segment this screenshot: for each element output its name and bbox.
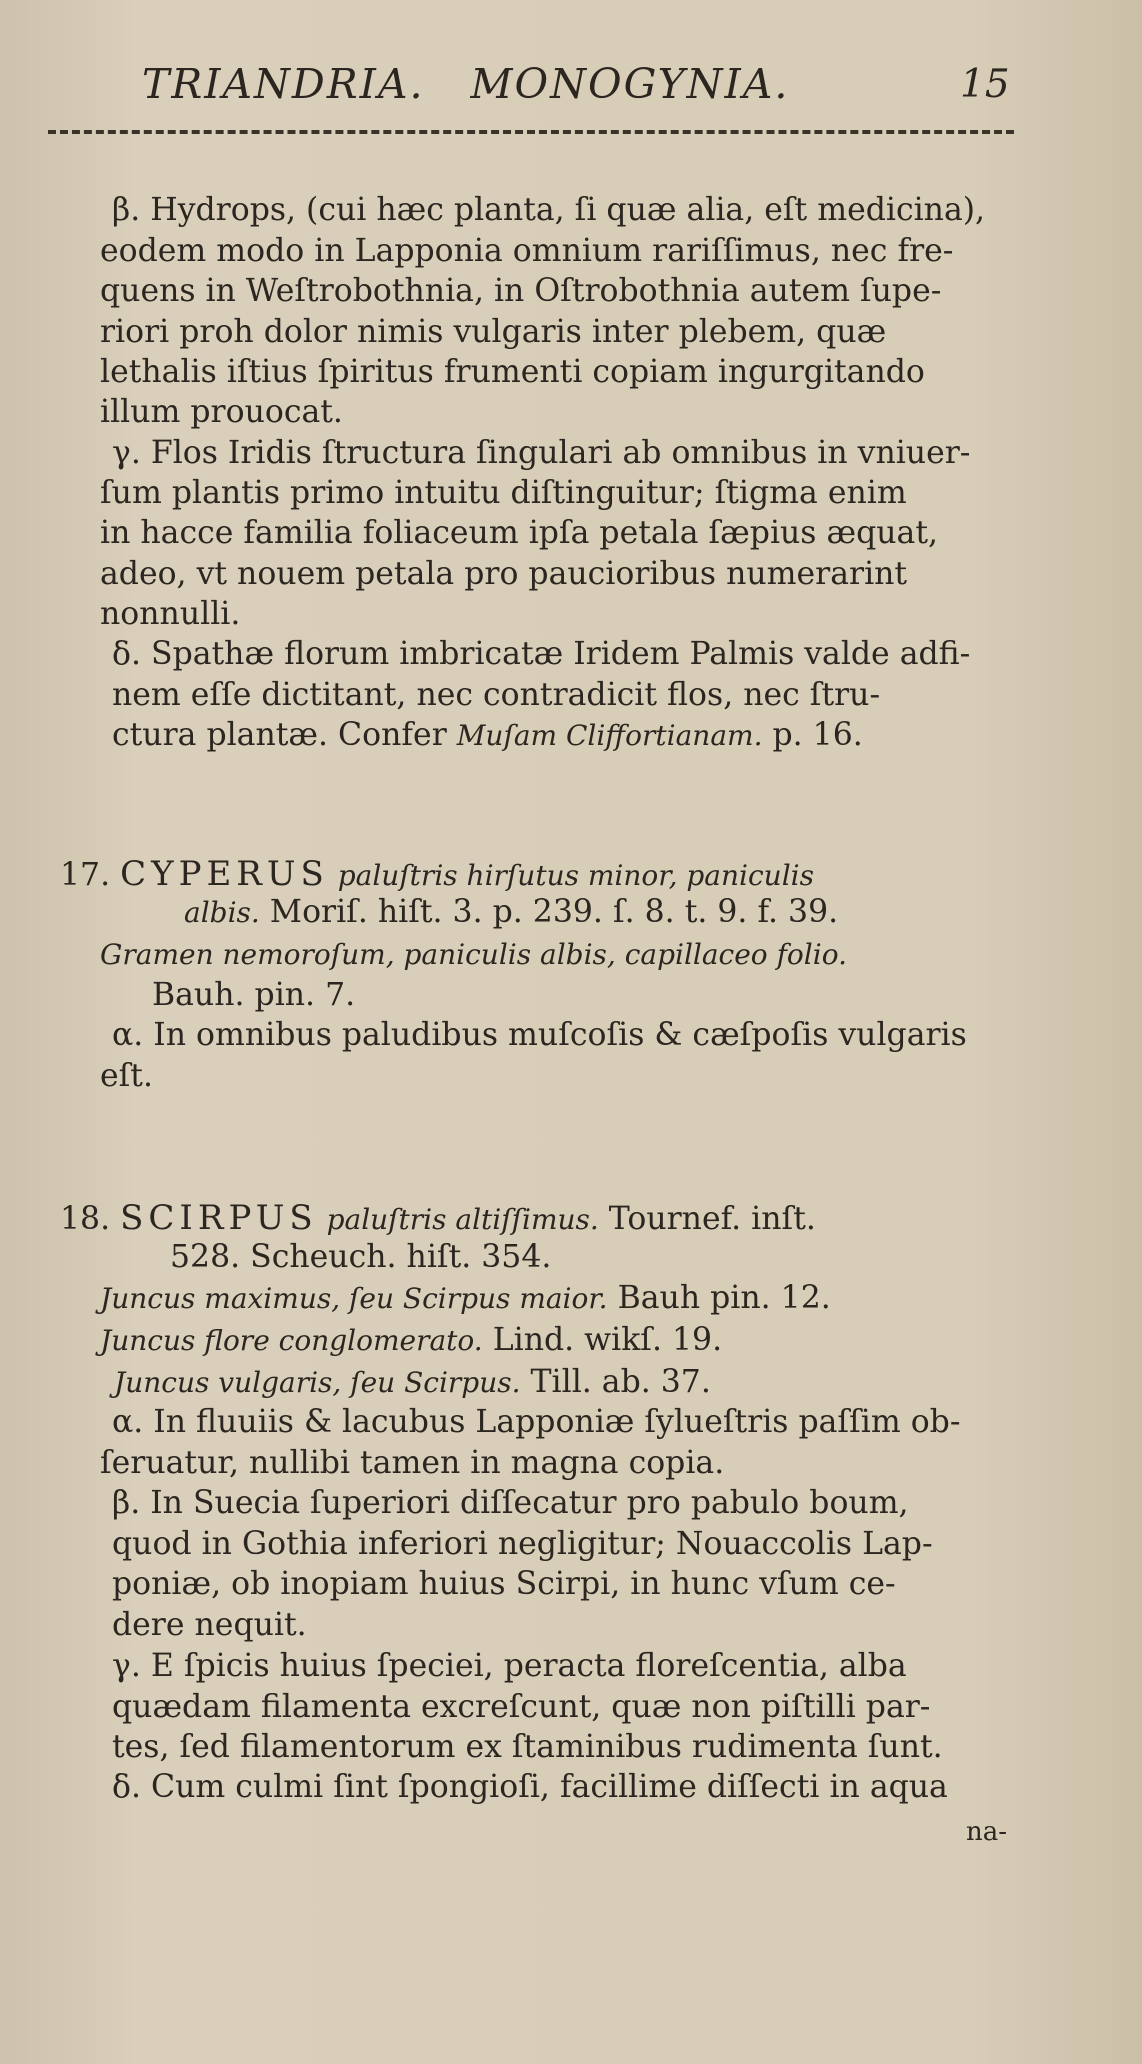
text-line: [184, 894, 839, 930]
text-line: [100, 394, 343, 430]
text-line: [100, 354, 925, 390]
text-line: [60, 1198, 816, 1238]
text-line: [112, 1404, 961, 1440]
line-text: Bauh pin. 12.: [607, 1280, 831, 1316]
line-text: 528. Scheuch. hiſt. 354.: [170, 1239, 552, 1275]
text-line: [112, 717, 863, 753]
line-text: ſeruatur, nullibi tamen in magna copia.: [100, 1445, 725, 1481]
text-line: [112, 636, 971, 672]
text-line: [112, 1526, 933, 1562]
text-line: [112, 677, 881, 713]
text-line: [112, 1648, 907, 1684]
italic-text: Juncus maximus, ſeu Scirpus maior.: [100, 1282, 608, 1315]
page-number: 15: [960, 62, 1010, 107]
line-text: lethalis iſtius ſpiritus frumenti copiam ingurgitando: [100, 354, 925, 390]
text-line: [100, 1322, 723, 1358]
line-text: γ. Flos Iridis ſtructura ſingulari ab omnibus in vniuer-: [112, 435, 971, 471]
genus-name: CYPERUS: [120, 854, 329, 894]
italic-text: Gramen nemoroſum, paniculis albis, capillaceo folio.: [100, 938, 847, 971]
text-line: [112, 1689, 931, 1725]
line-text: nonnulli.: [100, 596, 241, 632]
line-text: Moriſ. hiſt. 3. p. 239. ſ. 8. t. 9. f. 39.: [259, 894, 839, 930]
text-line: [60, 854, 814, 894]
line-text: α. In omnibus paludibus muſcoſis & cæſpoſis vulgaris: [112, 1017, 967, 1053]
text-line: [100, 939, 847, 971]
line-text: riori proh dolor nimis vulgaris inter plebem, quæ: [100, 314, 887, 350]
text-line: [100, 1445, 725, 1481]
text-line: [112, 1485, 909, 1521]
line-text: β. In Suecia ſuperiori diſſecatur pro pabulo boum,: [112, 1485, 909, 1521]
line-text: δ. Cum culmi ſint ſpongioſi, facillime diſſecti in aqua: [112, 1769, 948, 1805]
line-text: poniæ, ob inopiam huius Scirpi, in hunc vſum ce-: [112, 1566, 896, 1602]
line-text: eſt.: [100, 1058, 153, 1094]
text-line: [114, 1364, 711, 1400]
line-text: δ. Spathæ florum imbricatæ Iridem Palmis valde adfi-: [112, 636, 971, 672]
line-text: p. 16.: [762, 717, 863, 753]
line-text: 18.: [60, 1201, 121, 1237]
line-text: β. Hydrops, (cui hæc planta, ſi quæ alia, eſt medicina),: [112, 192, 986, 228]
line-text: α. In fluuiis & lacubus Lapponiæ ſylueſtris paſſim ob-: [112, 1404, 961, 1440]
text-line: [100, 556, 908, 592]
text-line: [112, 1729, 943, 1765]
line-text: Till. ab. 37.: [520, 1364, 711, 1400]
text-line: [100, 233, 954, 269]
text-line: [100, 1280, 831, 1316]
line-text: in hacce familia foliaceum ipſa petala ſæpius æquat,: [100, 515, 938, 551]
line-text: eodem modo in Lapponia omnium rariſſimus, nec fre-: [100, 233, 954, 269]
header-rule: [48, 130, 1014, 134]
text-line: [100, 515, 938, 551]
italic-text: Juncus vulgaris, ſeu Scirpus.: [114, 1366, 521, 1399]
line-text: adeo, vt nouem petala pro paucioribus numerarint: [100, 556, 908, 592]
line-text: Tournef. inſt.: [598, 1201, 816, 1237]
text-line: [112, 1769, 948, 1805]
italic-text: albis.: [184, 896, 260, 929]
text-line: [100, 596, 241, 632]
line-text: quod in Gothia inferiori negligitur; Nouaccolis Lap-: [112, 1526, 933, 1562]
line-text: 17.: [60, 857, 121, 893]
line-text: dere nequit.: [112, 1607, 307, 1643]
text-line: [152, 977, 356, 1013]
line-text: Bauh. pin. 7.: [152, 977, 356, 1013]
line-text: illum prouocat.: [100, 394, 343, 430]
text-line: [112, 435, 971, 471]
line-text: quædam filamenta excreſcunt, quæ non piſtilli par-: [112, 1689, 931, 1725]
line-text: tes, ſed filamentorum ex ſtaminibus rudimenta ſunt.: [112, 1729, 943, 1765]
italic-text: Juncus flore conglomerato.: [100, 1324, 483, 1357]
text-line: [112, 192, 986, 228]
page-title: TRIANDRIA. MONOGYNIA.: [142, 60, 790, 108]
italic-text: Muſam Cliffortianam.: [456, 719, 763, 752]
text-line: [100, 475, 907, 511]
line-text: Lind. wikſ. 19.: [482, 1322, 723, 1358]
text-line: [966, 1819, 1007, 1845]
text-line: [100, 314, 887, 350]
text-line: [112, 1017, 967, 1053]
line-text: γ. E ſpicis huius ſpeciei, peracta floreſcentia, alba: [112, 1648, 907, 1684]
line-text: ſum plantis primo intuitu diſtinguitur; ſtigma enim: [100, 475, 907, 511]
running-header: [0, 60, 1142, 110]
text-line: [100, 273, 942, 309]
line-text: nem eſſe dictitant, nec contradicit flos, nec ſtru-: [112, 677, 881, 713]
text-line: [112, 1566, 896, 1602]
text-line: [170, 1239, 552, 1275]
text-line: [100, 1058, 153, 1094]
italic-text: paluſtris hirſutus minor, paniculis: [328, 859, 814, 892]
line-text: na-: [966, 1817, 1008, 1847]
line-text: ctura plantæ. Confer: [112, 717, 457, 753]
genus-name: SCIRPUS: [120, 1198, 318, 1238]
line-text: quens in Weſtrobothnia, in Oſtrobothnia autem ſupe-: [100, 273, 942, 309]
italic-text: paluſtris altiſſimus.: [317, 1203, 599, 1236]
text-line: [112, 1607, 307, 1643]
